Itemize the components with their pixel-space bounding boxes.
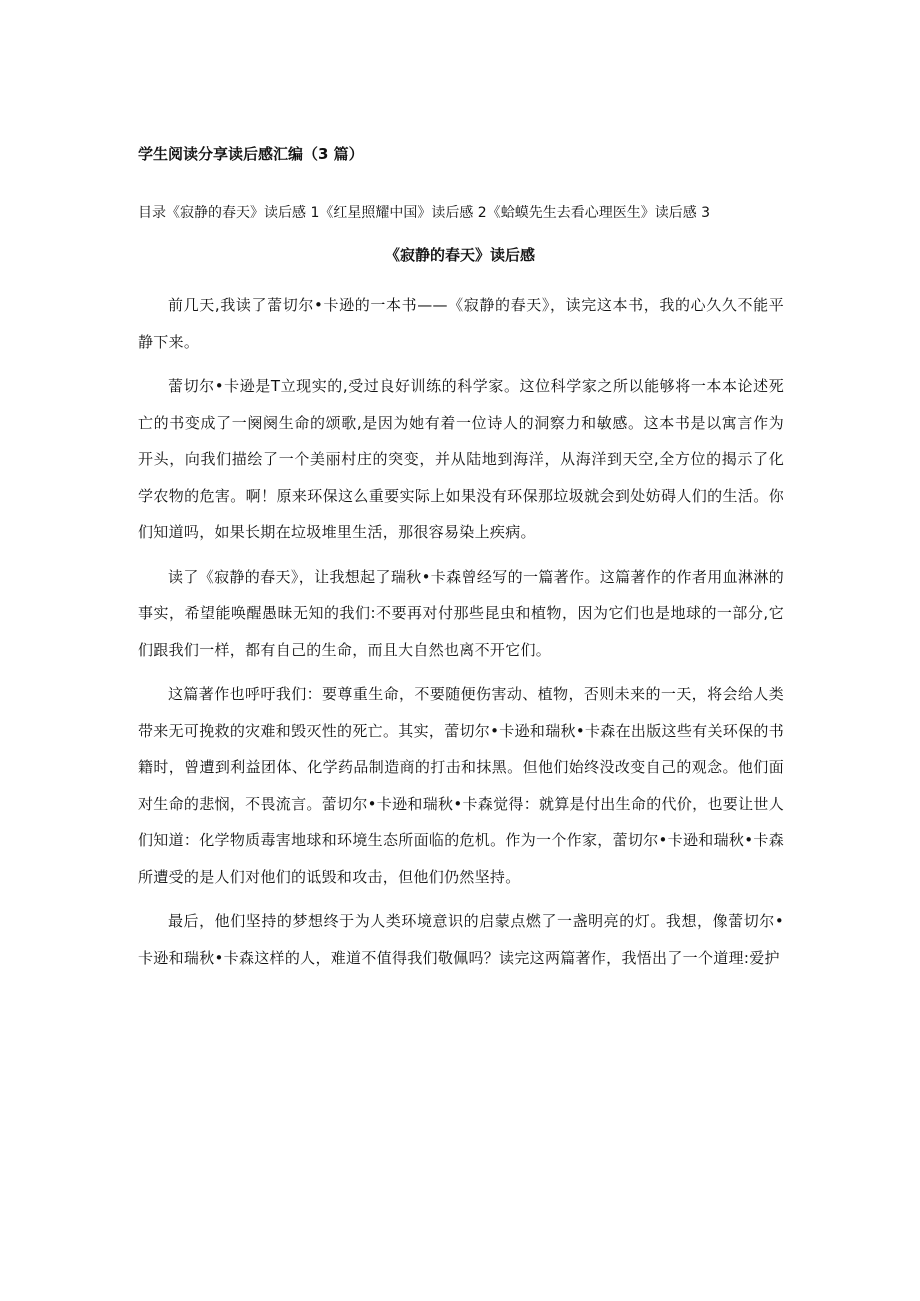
paragraph-2: 蕾切尔•卡逊是T立现实的,受过良好训练的科学家。这位科学家之所以能够将一本本论述死亡的书变成了一阕阕生命的颂歌,是因为她有着一位诗人的洞察力和敏感。这本书是以寓言作为开头，向我们描绘了一个美丽村庄的突变，并从陆地到海洋，从海洋到天空,全方位的揭示了化学农物的危害。啊！原来环保这么重要实际上如果没有环保那垃圾就会到处妨碍人们的生活。你们知道吗，如果长期在垃圾堆里生活，那很容易染上疾病。 [138, 377, 784, 541]
paragraph-3: 读了《寂静的春天》，让我想起了瑞秋•卡森曾经写的一篇著作。这篇著作的作者用血淋淋的事实，希望能唤醒愚昧无知的我们:不要再对付那些昆虫和植物，因为它们也是地球的一部分,它们跟我们一样，都有自己的生命，而且大自然也离不开它们。 [138, 567, 784, 659]
document-title: 学生阅读分享读后感汇编（3 篇） [138, 145, 364, 163]
essay-body [138, 287, 784, 984]
table-of-contents: 目录《寂静的春天》读后感 1《红星照耀中国》读后感 2《蛤蟆先生去看心理医生》读后感 3 [138, 205, 711, 221]
paragraph-5: 最后，他们坚持的梦想终于为人类环境意识的启蒙点燃了一盏明亮的灯。我想，像蕾切尔•卡逊和瑞秋•卡森这样的人，难道不值得我们敬佩吗？读完这两篇著作，我悟出了一个道理:爱护 [138, 912, 784, 967]
paragraph-1: 前几天,我读了蕾切尔•卡逊的一本书——《寂静的春天》，读完这本书，我的心久久不能平静下来。 [138, 296, 784, 351]
paragraph-4: 这篇著作也呼吁我们：要尊重生命，不要随便伤害动、植物，否则未来的一天，将会给人类带来无可挽救的灾难和毁灭性的死亡。其实，蕾切尔•卡逊和瑞秋•卡森在出版这些有关环保的书籍时，曾遭到利益团体、化学药品制造商的打击和抹黑。但他们始终没改变自己的观念。他们面对生命的悲悯，不畏流言。蕾切尔•卡逊和瑞秋•卡森觉得：就算是付出生命的代价，也要让世人们知道：化学物质毒害地球和环境生态所面临的危机。作为一个作家，蕾切尔•卡逊和瑞秋•卡森所遭受的是人们对他们的诋毁和攻击，但他们仍然坚持。 [138, 685, 784, 886]
essay-title: 《寂静的春天》读后感 [384, 246, 535, 264]
